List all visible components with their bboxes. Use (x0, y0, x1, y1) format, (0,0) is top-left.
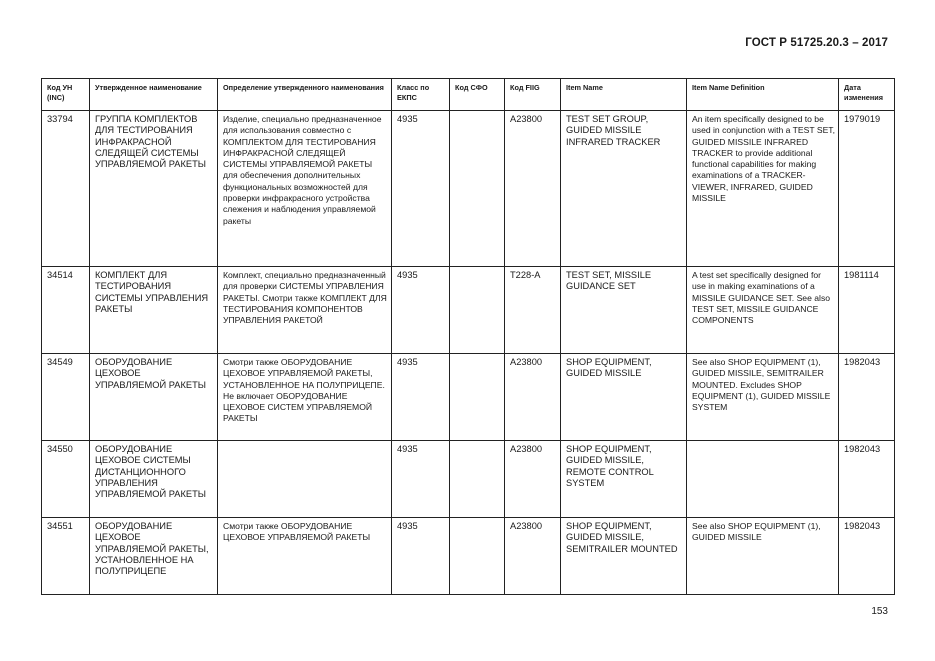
cell-date: 1982043 (839, 518, 895, 595)
cell-date: 1982043 (839, 441, 895, 518)
table-row (42, 111, 895, 267)
column-header-class: Класс по ЕКПС (392, 79, 450, 111)
cell-item-name: SHOP EQUIPMENT, GUIDED MISSILE, REMOTE CONTROL SYSTEM (561, 441, 687, 518)
cell-date: 1981114 (839, 267, 895, 354)
item-name-table (41, 78, 895, 595)
cell-approved-name: ОБОРУДОВАНИЕ ЦЕХОВОЕ УПРАВЛЯЕМОЙ РАКЕТЫ (90, 354, 218, 441)
column-header-fiig: Код FIIG (505, 79, 561, 111)
column-header-item-name: Item Name (561, 79, 687, 111)
column-header-sfo: Код СФО (450, 79, 505, 111)
cell-sfo (450, 518, 505, 595)
cell-item-name: SHOP EQUIPMENT, GUIDED MISSILE, SEMITRAILER MOUNTED (561, 518, 687, 595)
cell-fiig: T228-A (505, 267, 561, 354)
document-header: ГОСТ Р 51725.20.3 – 2017 (745, 37, 888, 49)
cell-item-definition (687, 441, 839, 518)
cell-inc: 34549 (42, 354, 90, 441)
cell-class: 4935 (392, 518, 450, 595)
cell-approved-name: ОБОРУДОВАНИЕ ЦЕХОВОЕ СИСТЕМЫ ДИСТАНЦИОННОГО УПРАВЛЕНИЯ УПРАВЛЯЕМОЙ РАКЕТЫ (90, 441, 218, 518)
table-header-row (42, 79, 895, 111)
cell-fiig: A23800 (505, 354, 561, 441)
table-row (42, 441, 895, 518)
cell-sfo (450, 441, 505, 518)
table-row (42, 518, 895, 595)
cell-class: 4935 (392, 111, 450, 267)
cell-item-name: TEST SET GROUP, GUIDED MISSILE INFRARED TRACKER (561, 111, 687, 267)
column-header-date: Дата изменения (839, 79, 895, 111)
cell-definition: Смотри также ОБОРУДОВАНИЕ ЦЕХОВОЕ УПРАВЛЯЕМОЙ РАКЕТЫ, УСТАНОВЛЕННОЕ НА ПОЛУПРИЦЕПЕ. Не включает ОБОРУДОВАНИЕ ЦЕХОВОЕ СИСТЕМ УПРАВЛЯЕМОЙ РАКЕТЫ (218, 354, 392, 441)
cell-inc: 34551 (42, 518, 90, 595)
cell-item-name: SHOP EQUIPMENT, GUIDED MISSILE (561, 354, 687, 441)
cell-item-name: TEST SET, MISSILE GUIDANCE SET (561, 267, 687, 354)
cell-fiig: A23800 (505, 111, 561, 267)
cell-inc: 33794 (42, 111, 90, 267)
cell-inc: 34514 (42, 267, 90, 354)
column-header-item-definition: Item Name Definition (687, 79, 839, 111)
cell-definition: Изделие, специально предназначенное для использования совместно с КОМПЛЕКТОМ ДЛЯ ТЕСТИРОВАНИЯ ИНФРАКРАСНОЙ СЛЕДЯЩЕЙ СИСТЕМЫ УПРАВЛЯЕМОЙ РАКЕТЫ для обеспечения дополнительных функциональных возможностей для проверки инфракрасного устройства слежения и наблюдения управляемой ракеты (218, 111, 392, 267)
cell-approved-name: КОМПЛЕКТ ДЛЯ ТЕСТИРОВАНИЯ СИСТЕМЫ УПРАВЛЕНИЯ РАКЕТЫ (90, 267, 218, 354)
cell-definition (218, 441, 392, 518)
cell-sfo (450, 354, 505, 441)
column-header-approved-name: Утвержденное наименование (90, 79, 218, 111)
table-row (42, 354, 895, 441)
column-header-inc: Код УН (INC) (42, 79, 90, 111)
cell-item-definition: An item specifically designed to be used in conjunction with a TEST SET, GUIDED MISSILE INFRARED TRACKER to provide additional functional capabilities for making examinations of a TRACKER-VIEWER, INFRARED, GUIDED MISSILE (687, 111, 839, 267)
cell-date: 1982043 (839, 354, 895, 441)
cell-definition: Смотри также ОБОРУДОВАНИЕ ЦЕХОВОЕ УПРАВЛЯЕМОЙ РАКЕТЫ (218, 518, 392, 595)
cell-class: 4935 (392, 267, 450, 354)
page-number: 153 (871, 606, 888, 617)
cell-inc: 34550 (42, 441, 90, 518)
table-row (42, 267, 895, 354)
cell-date: 1979019 (839, 111, 895, 267)
cell-fiig: A23800 (505, 441, 561, 518)
cell-approved-name: ГРУППА КОМПЛЕКТОВ ДЛЯ ТЕСТИРОВАНИЯ ИНФРАКРАСНОЙ СЛЕДЯЩЕЙ СИСТЕМЫ УПРАВЛЯЕМОЙ РАКЕТЫ (90, 111, 218, 267)
cell-class: 4935 (392, 354, 450, 441)
cell-class: 4935 (392, 441, 450, 518)
cell-item-definition: See also SHOP EQUIPMENT (1), GUIDED MISSILE (687, 518, 839, 595)
cell-sfo (450, 111, 505, 267)
cell-sfo (450, 267, 505, 354)
cell-fiig: A23800 (505, 518, 561, 595)
cell-item-definition: A test set specifically designed for use in making examinations of a MISSILE GUIDANCE SET. See also TEST SET, MISSILE GUIDANCE COMPONENTS (687, 267, 839, 354)
cell-approved-name: ОБОРУДОВАНИЕ ЦЕХОВОЕ УПРАВЛЯЕМОЙ РАКЕТЫ, УСТАНОВЛЕННОЕ НА ПОЛУПРИЦЕПЕ (90, 518, 218, 595)
cell-item-definition: See also SHOP EQUIPMENT (1), GUIDED MISSILE, SEMITRAILER MOUNTED. Excludes SHOP EQUIPMENT (1), GUIDED MISSILE SYSTEM (687, 354, 839, 441)
cell-definition: Комплект, специально предназначенный для проверки СИСТЕМЫ УПРАВЛЕНИЯ РАКЕТЫ. Смотри также КОМПЛЕКТ ДЛЯ ТЕСТИРОВАНИЯ КОМПОНЕНТОВ УПРАВЛЕНИЯ РАКЕТОЙ (218, 267, 392, 354)
column-header-definition: Определение утвержденного наименования (218, 79, 392, 111)
